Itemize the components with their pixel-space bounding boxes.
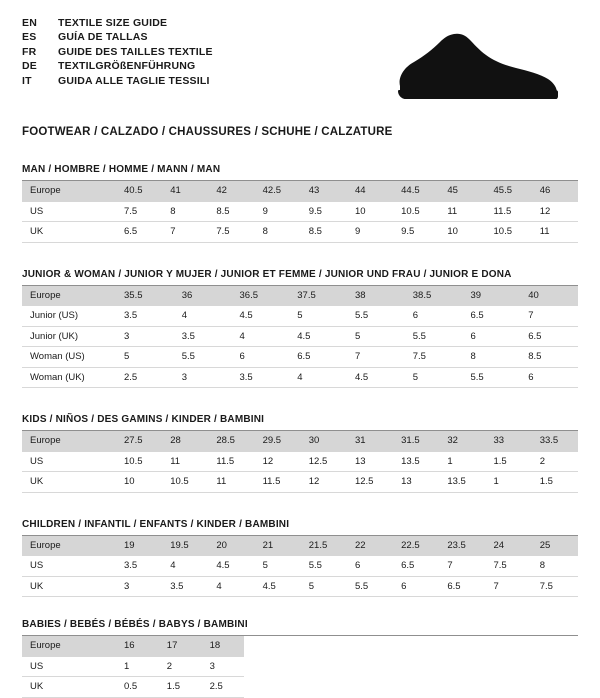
size-cell: 3 xyxy=(116,326,174,347)
size-cell: 7 xyxy=(439,556,485,577)
table-row xyxy=(22,636,244,656)
size-cell: 9.5 xyxy=(393,222,439,243)
size-cell: 37.5 xyxy=(289,286,347,306)
row-label: Europe xyxy=(22,636,116,656)
size-cell: 6.5 xyxy=(289,347,347,368)
size-cell: 38.5 xyxy=(405,286,463,306)
size-cell: 7 xyxy=(347,347,405,368)
size-cell: 10.5 xyxy=(486,222,532,243)
row-label: Europe xyxy=(22,431,116,451)
size-cell: 2 xyxy=(159,656,202,677)
size-cell: 33.5 xyxy=(532,431,578,451)
size-cell: 6 xyxy=(393,576,439,597)
size-cell: 1 xyxy=(439,451,485,472)
size-cell: 9 xyxy=(347,222,393,243)
size-cell: 44.5 xyxy=(393,181,439,201)
size-cell: 7 xyxy=(486,576,532,597)
size-cell: 30 xyxy=(301,431,347,451)
language-title: TEXTILE SIZE GUIDE xyxy=(58,17,168,29)
size-cell: 0.5 xyxy=(116,677,159,698)
size-table xyxy=(22,431,578,493)
size-cell: 38 xyxy=(347,286,405,306)
language-title: GUÍA DE TALLAS xyxy=(58,31,148,44)
row-label: US xyxy=(22,451,116,472)
language-code: ES xyxy=(22,31,37,44)
size-cell: 4 xyxy=(208,576,254,597)
size-cell: 4.5 xyxy=(208,556,254,577)
size-cell: 7.5 xyxy=(116,201,162,222)
size-cell: 12 xyxy=(301,472,347,493)
table-row xyxy=(22,306,578,327)
size-cell: 3.5 xyxy=(116,556,162,577)
size-cell: 5 xyxy=(405,367,463,388)
size-cell: 32 xyxy=(439,431,485,451)
size-cell: 10 xyxy=(116,472,162,493)
size-section xyxy=(22,519,578,598)
size-cell: 12.5 xyxy=(347,472,393,493)
table-row xyxy=(22,367,578,388)
size-cell: 2.5 xyxy=(202,677,245,698)
size-cell: 17 xyxy=(159,636,202,656)
size-tables xyxy=(22,164,578,698)
size-cell: 23.5 xyxy=(439,536,485,556)
size-table xyxy=(22,536,578,598)
size-cell: 6 xyxy=(520,367,578,388)
size-cell: 4 xyxy=(174,306,232,327)
size-table xyxy=(22,181,578,243)
language-title: GUIDA ALLE TAGLIE TESSILI xyxy=(58,74,210,87)
size-section xyxy=(22,164,578,243)
size-cell: 45.5 xyxy=(486,181,532,201)
size-cell: 39 xyxy=(463,286,521,306)
size-cell: 5.5 xyxy=(347,576,393,597)
size-cell: 8 xyxy=(532,556,578,577)
size-cell: 13 xyxy=(393,472,439,493)
table-row xyxy=(22,181,578,201)
language-code: FR xyxy=(22,45,37,58)
size-cell: 11 xyxy=(439,201,485,222)
size-cell: 2.5 xyxy=(116,367,174,388)
size-cell: 40 xyxy=(520,286,578,306)
row-label: US xyxy=(22,556,116,577)
size-cell: 4 xyxy=(162,556,208,577)
size-cell: 4 xyxy=(232,326,290,347)
size-cell: 27.5 xyxy=(116,431,162,451)
size-cell: 6.5 xyxy=(439,576,485,597)
size-cell: 3.5 xyxy=(116,306,174,327)
size-cell: 5 xyxy=(116,347,174,368)
size-section xyxy=(22,414,578,493)
size-cell: 13 xyxy=(347,451,393,472)
size-cell: 5 xyxy=(301,576,347,597)
size-cell: 5.5 xyxy=(301,556,347,577)
section-title: MAN / HOMBRE / HOMME / MANN / MAN xyxy=(22,164,578,181)
table-row xyxy=(22,472,578,493)
row-label: UK xyxy=(22,677,116,698)
size-section xyxy=(22,269,578,389)
size-cell: 4 xyxy=(289,367,347,388)
table-row xyxy=(22,222,578,243)
table-row xyxy=(22,286,578,306)
size-cell: 21.5 xyxy=(301,536,347,556)
table-row xyxy=(22,656,244,677)
row-label: Junior (UK) xyxy=(22,326,116,347)
language-row xyxy=(22,59,213,73)
size-cell: 11.5 xyxy=(486,201,532,222)
table-row xyxy=(22,451,578,472)
size-cell: 4.5 xyxy=(255,576,301,597)
size-cell: 36.5 xyxy=(232,286,290,306)
language-title: TEXTILGRÖßENFÜHRUNG xyxy=(58,60,196,73)
size-cell: 13.5 xyxy=(393,451,439,472)
size-cell: 12.5 xyxy=(301,451,347,472)
size-cell: 5.5 xyxy=(174,347,232,368)
size-cell: 4.5 xyxy=(232,306,290,327)
language-code: IT xyxy=(22,74,32,87)
size-cell: 28.5 xyxy=(208,431,254,451)
language-title: GUIDE DES TAILLES TEXTILE xyxy=(58,45,213,58)
size-cell: 42 xyxy=(208,181,254,201)
size-cell: 5.5 xyxy=(405,326,463,347)
section-title: CHILDREN / INFANTIL / ENFANTS / KINDER / BAMBINI xyxy=(22,519,578,536)
size-cell: 8.5 xyxy=(301,222,347,243)
size-cell: 45 xyxy=(439,181,485,201)
size-cell: 11.5 xyxy=(208,451,254,472)
size-cell: 7 xyxy=(520,306,578,327)
size-cell: 25 xyxy=(532,536,578,556)
size-cell: 22 xyxy=(347,536,393,556)
size-cell: 19.5 xyxy=(162,536,208,556)
size-cell: 7.5 xyxy=(486,556,532,577)
size-cell: 7.5 xyxy=(532,576,578,597)
size-cell: 31.5 xyxy=(393,431,439,451)
size-cell: 7 xyxy=(162,222,208,243)
language-row xyxy=(22,30,213,44)
table-row xyxy=(22,556,578,577)
size-cell: 4.5 xyxy=(289,326,347,347)
size-cell: 10 xyxy=(347,201,393,222)
size-cell: 11.5 xyxy=(255,472,301,493)
size-cell: 8.5 xyxy=(208,201,254,222)
size-cell: 9.5 xyxy=(301,201,347,222)
size-cell: 18 xyxy=(202,636,245,656)
size-cell: 10.5 xyxy=(116,451,162,472)
table-row xyxy=(22,536,578,556)
size-cell: 5 xyxy=(255,556,301,577)
size-cell: 21 xyxy=(255,536,301,556)
size-cell: 3 xyxy=(174,367,232,388)
size-cell: 10.5 xyxy=(162,472,208,493)
size-cell: 31 xyxy=(347,431,393,451)
page-header xyxy=(22,16,578,108)
row-label: UK xyxy=(22,576,116,597)
size-cell: 28 xyxy=(162,431,208,451)
size-cell: 6 xyxy=(347,556,393,577)
size-cell: 3.5 xyxy=(162,576,208,597)
row-label: US xyxy=(22,656,116,677)
row-label: Junior (US) xyxy=(22,306,116,327)
size-cell: 3 xyxy=(116,576,162,597)
row-label: UK xyxy=(22,472,116,493)
row-label: UK xyxy=(22,222,116,243)
size-cell: 6 xyxy=(232,347,290,368)
size-cell: 16 xyxy=(116,636,159,656)
size-table xyxy=(22,286,578,389)
size-cell: 42.5 xyxy=(255,181,301,201)
size-cell: 1.5 xyxy=(159,677,202,698)
row-label: Woman (UK) xyxy=(22,367,116,388)
size-cell: 11 xyxy=(208,472,254,493)
size-cell: 8.5 xyxy=(520,347,578,368)
row-label: Europe xyxy=(22,181,116,201)
category-title: FOOTWEAR / CALZADO / CHAUSSURES / SCHUHE / CALZATURE xyxy=(22,126,393,138)
size-cell: 13.5 xyxy=(439,472,485,493)
size-cell: 8 xyxy=(255,222,301,243)
size-cell: 6.5 xyxy=(116,222,162,243)
language-row xyxy=(22,74,213,88)
size-cell: 8 xyxy=(162,201,208,222)
size-cell: 41 xyxy=(162,181,208,201)
size-cell: 12 xyxy=(255,451,301,472)
table-row xyxy=(22,201,578,222)
size-cell: 24 xyxy=(486,536,532,556)
size-cell: 11 xyxy=(532,222,578,243)
language-code: DE xyxy=(22,60,37,73)
size-cell: 22.5 xyxy=(393,536,439,556)
row-label: US xyxy=(22,201,116,222)
size-cell: 5 xyxy=(347,326,405,347)
size-cell: 3 xyxy=(202,656,245,677)
size-cell: 5 xyxy=(289,306,347,327)
size-cell: 35.5 xyxy=(116,286,174,306)
size-cell: 11 xyxy=(162,451,208,472)
size-cell: 29.5 xyxy=(255,431,301,451)
size-cell: 12 xyxy=(532,201,578,222)
size-cell: 3.5 xyxy=(232,367,290,388)
size-cell: 1.5 xyxy=(486,451,532,472)
language-list xyxy=(22,16,213,88)
table-row xyxy=(22,677,244,698)
size-cell: 7.5 xyxy=(405,347,463,368)
size-cell: 6 xyxy=(463,326,521,347)
table-row xyxy=(22,347,578,368)
size-table xyxy=(22,636,244,698)
size-section xyxy=(22,619,578,698)
size-cell: 33 xyxy=(486,431,532,451)
size-cell: 3.5 xyxy=(174,326,232,347)
table-row xyxy=(22,431,578,451)
size-cell: 6.5 xyxy=(463,306,521,327)
size-cell: 19 xyxy=(116,536,162,556)
size-cell: 1 xyxy=(116,656,159,677)
size-cell: 44 xyxy=(347,181,393,201)
size-cell: 10 xyxy=(439,222,485,243)
size-cell: 43 xyxy=(301,181,347,201)
size-cell: 5.5 xyxy=(347,306,405,327)
size-cell: 40.5 xyxy=(116,181,162,201)
section-title: JUNIOR & WOMAN / JUNIOR Y MUJER / JUNIOR ET FEMME / JUNIOR UND FRAU / JUNIOR E DONA xyxy=(22,269,578,286)
size-cell: 6.5 xyxy=(520,326,578,347)
language-row xyxy=(22,16,213,30)
size-cell: 4.5 xyxy=(347,367,405,388)
table-row xyxy=(22,576,578,597)
size-cell: 46 xyxy=(532,181,578,201)
size-cell: 10.5 xyxy=(393,201,439,222)
row-label: Europe xyxy=(22,286,116,306)
section-title: BABIES / BEBÉS / BÉBÉS / BABYS / BAMBINI xyxy=(22,619,578,636)
section-title: KIDS / NIÑOS / DES GAMINS / KINDER / BAMBINI xyxy=(22,414,578,431)
size-cell: 20 xyxy=(208,536,254,556)
language-row xyxy=(22,45,213,59)
row-label: Europe xyxy=(22,536,116,556)
size-cell: 2 xyxy=(532,451,578,472)
row-label: Woman (US) xyxy=(22,347,116,368)
size-cell: 6 xyxy=(405,306,463,327)
language-code: EN xyxy=(22,17,37,29)
size-cell: 8 xyxy=(463,347,521,368)
size-cell: 1.5 xyxy=(532,472,578,493)
table-row xyxy=(22,326,578,347)
size-cell: 7.5 xyxy=(208,222,254,243)
size-cell: 5.5 xyxy=(463,367,521,388)
size-cell: 6.5 xyxy=(393,556,439,577)
size-cell: 36 xyxy=(174,286,232,306)
dress-shoe-icon xyxy=(370,28,570,108)
size-cell: 1 xyxy=(486,472,532,493)
size-cell: 9 xyxy=(255,201,301,222)
